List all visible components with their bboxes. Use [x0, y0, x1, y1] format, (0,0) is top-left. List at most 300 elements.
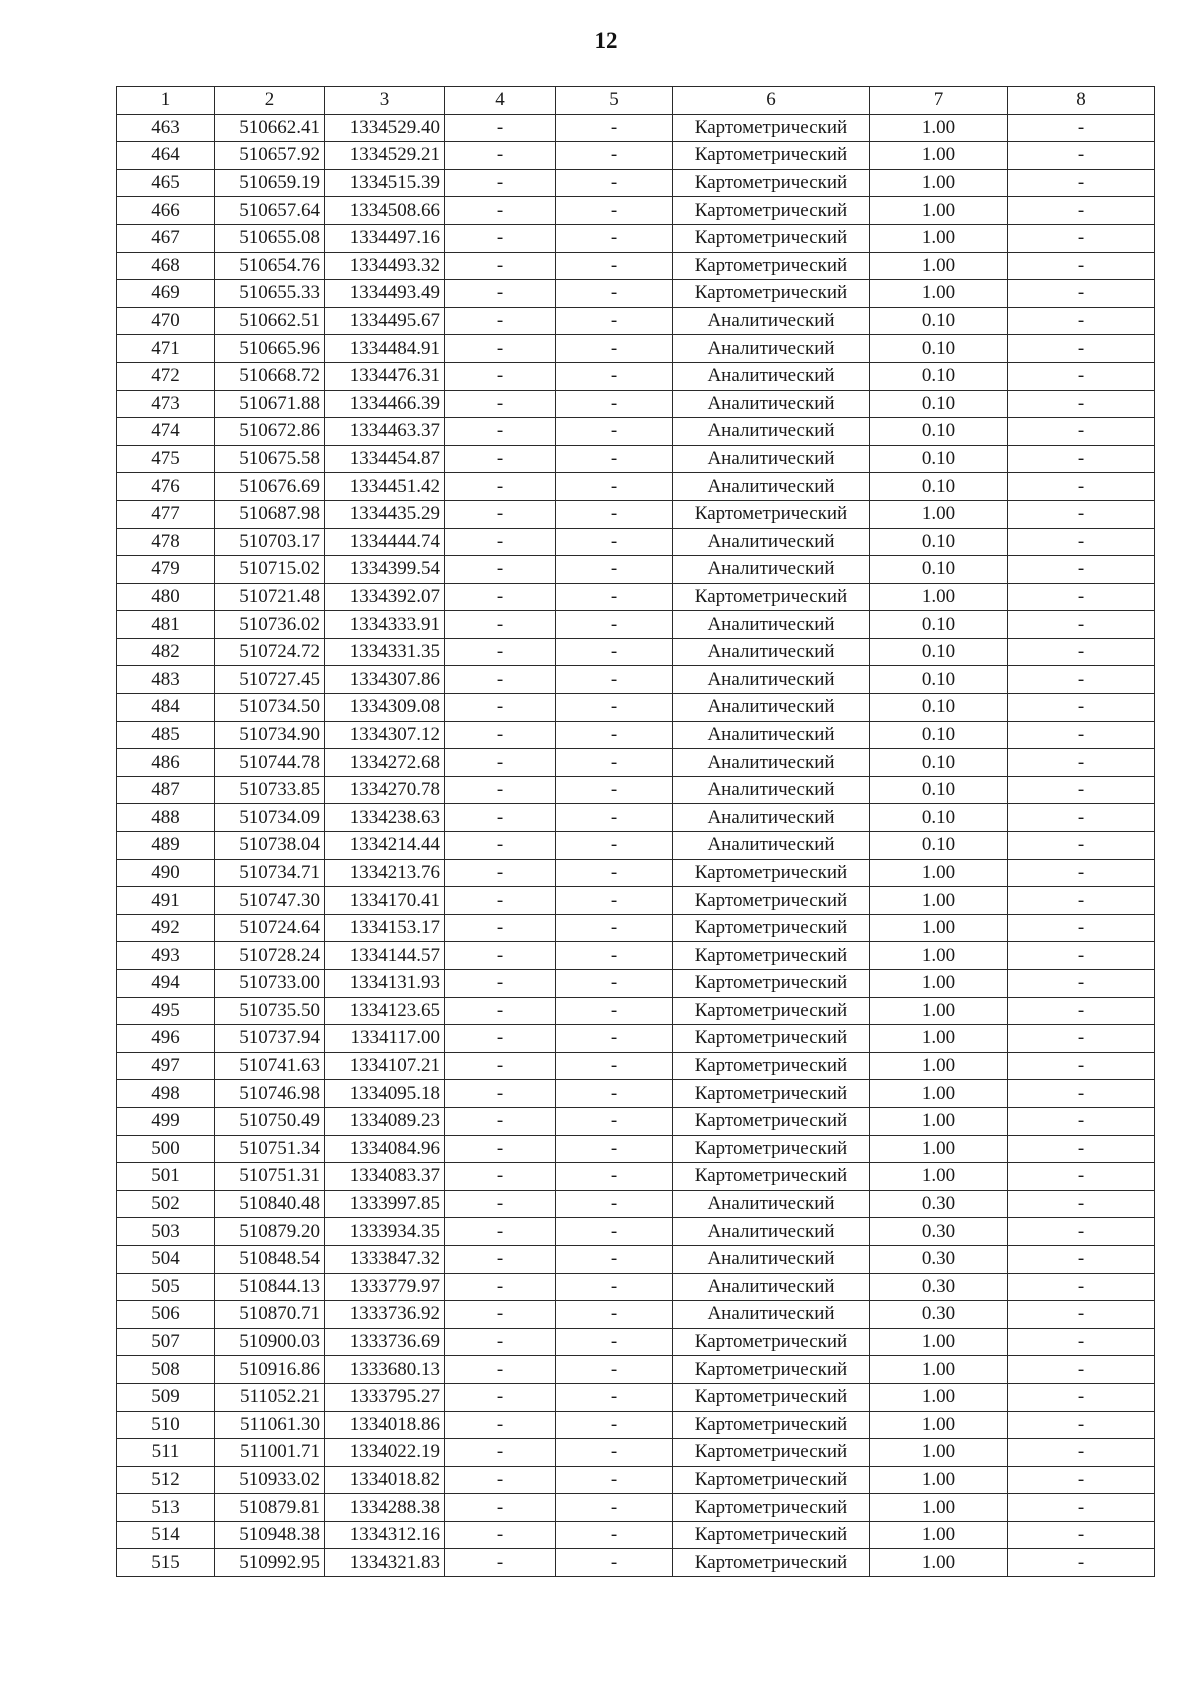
cell-col-8-value: - [1008, 1411, 1155, 1439]
cell-col-5-value: - [556, 390, 673, 418]
cell-method: Картометрический [673, 1439, 870, 1467]
table-row [117, 1107, 1155, 1135]
cell-accuracy: 1.00 [870, 1521, 1008, 1549]
cell-col-4-value: - [445, 1025, 556, 1053]
cell-method: Картометрический [673, 224, 870, 252]
cell-method: Аналитический [673, 1273, 870, 1301]
cell-method: Аналитический [673, 776, 870, 804]
table-row [117, 1301, 1155, 1329]
cell-accuracy: 1.00 [870, 280, 1008, 308]
cell-point-number: 479 [117, 556, 215, 584]
cell-x-coordinate: 510840.48 [215, 1190, 325, 1218]
table-body [117, 114, 1155, 1576]
cell-method: Картометрический [673, 970, 870, 998]
cell-col-8-value: - [1008, 473, 1155, 501]
cell-col-8-value: - [1008, 997, 1155, 1025]
table-row [117, 252, 1155, 280]
cell-col-4-value: - [445, 804, 556, 832]
cell-col-5-value: - [556, 859, 673, 887]
cell-col-4-value: - [445, 776, 556, 804]
cell-method: Картометрический [673, 887, 870, 915]
cell-x-coordinate: 510671.88 [215, 390, 325, 418]
table-row [117, 142, 1155, 170]
cell-y-coordinate: 1334144.57 [325, 942, 445, 970]
cell-y-coordinate: 1334399.54 [325, 556, 445, 584]
cell-col-4-value: - [445, 1245, 556, 1273]
cell-col-8-value: - [1008, 1328, 1155, 1356]
cell-method: Картометрический [673, 914, 870, 942]
cell-x-coordinate: 510734.09 [215, 804, 325, 832]
cell-accuracy: 0.10 [870, 473, 1008, 501]
cell-y-coordinate: 1334529.21 [325, 142, 445, 170]
cell-accuracy: 0.30 [870, 1245, 1008, 1273]
cell-col-5-value: - [556, 473, 673, 501]
cell-y-coordinate: 1333680.13 [325, 1356, 445, 1384]
cell-col-8-value: - [1008, 914, 1155, 942]
cell-y-coordinate: 1334095.18 [325, 1080, 445, 1108]
cell-x-coordinate: 510747.30 [215, 887, 325, 915]
cell-col-5-value: - [556, 638, 673, 666]
table-row [117, 1439, 1155, 1467]
cell-point-number: 513 [117, 1494, 215, 1522]
table-row [117, 169, 1155, 197]
cell-x-coordinate: 510668.72 [215, 362, 325, 390]
cell-col-8-value: - [1008, 1218, 1155, 1246]
cell-method: Картометрический [673, 1466, 870, 1494]
cell-x-coordinate: 510655.33 [215, 280, 325, 308]
cell-point-number: 474 [117, 418, 215, 446]
cell-y-coordinate: 1334214.44 [325, 832, 445, 860]
cell-col-4-value: - [445, 1273, 556, 1301]
cell-col-8-value: - [1008, 1163, 1155, 1191]
cell-point-number: 489 [117, 832, 215, 860]
cell-method: Аналитический [673, 473, 870, 501]
cell-point-number: 464 [117, 142, 215, 170]
cell-method: Картометрический [673, 1356, 870, 1384]
cell-col-5-value: - [556, 832, 673, 860]
cell-col-8-value: - [1008, 418, 1155, 446]
cell-col-8-value: - [1008, 169, 1155, 197]
cell-col-8-value: - [1008, 1301, 1155, 1329]
header-col-5: 5 [556, 87, 673, 115]
cell-accuracy: 1.00 [870, 114, 1008, 142]
cell-col-5-value: - [556, 1107, 673, 1135]
cell-method: Аналитический [673, 611, 870, 639]
cell-col-4-value: - [445, 142, 556, 170]
cell-col-5-value: - [556, 1163, 673, 1191]
cell-col-4-value: - [445, 749, 556, 777]
cell-col-4-value: - [445, 390, 556, 418]
cell-accuracy: 0.10 [870, 556, 1008, 584]
cell-x-coordinate: 510948.38 [215, 1521, 325, 1549]
cell-y-coordinate: 1334529.40 [325, 114, 445, 142]
cell-accuracy: 1.00 [870, 252, 1008, 280]
cell-accuracy: 0.30 [870, 1301, 1008, 1329]
cell-accuracy: 1.00 [870, 1107, 1008, 1135]
cell-x-coordinate: 510676.69 [215, 473, 325, 501]
cell-y-coordinate: 1334321.83 [325, 1549, 445, 1577]
cell-method: Аналитический [673, 390, 870, 418]
cell-method: Аналитический [673, 1245, 870, 1273]
cell-x-coordinate: 510992.95 [215, 1549, 325, 1577]
cell-accuracy: 1.00 [870, 197, 1008, 225]
cell-col-5-value: - [556, 997, 673, 1025]
cell-point-number: 480 [117, 583, 215, 611]
cell-col-5-value: - [556, 1356, 673, 1384]
page-number: 12 [594, 28, 618, 53]
cell-col-5-value: - [556, 914, 673, 942]
cell-col-4-value: - [445, 1080, 556, 1108]
cell-col-4-value: - [445, 307, 556, 335]
cell-x-coordinate: 510659.19 [215, 169, 325, 197]
cell-method: Аналитический [673, 362, 870, 390]
cell-col-4-value: - [445, 114, 556, 142]
cell-accuracy: 1.00 [870, 1439, 1008, 1467]
table-row [117, 914, 1155, 942]
cell-y-coordinate: 1334307.12 [325, 721, 445, 749]
cell-col-5-value: - [556, 1245, 673, 1273]
cell-point-number: 504 [117, 1245, 215, 1273]
cell-col-5-value: - [556, 721, 673, 749]
cell-col-4-value: - [445, 1163, 556, 1191]
cell-y-coordinate: 1334107.21 [325, 1052, 445, 1080]
cell-accuracy: 0.30 [870, 1218, 1008, 1246]
cell-point-number: 484 [117, 694, 215, 722]
cell-col-5-value: - [556, 1521, 673, 1549]
cell-y-coordinate: 1333795.27 [325, 1383, 445, 1411]
cell-col-8-value: - [1008, 445, 1155, 473]
table-row [117, 721, 1155, 749]
cell-col-4-value: - [445, 445, 556, 473]
cell-accuracy: 1.00 [870, 224, 1008, 252]
cell-y-coordinate: 1334309.08 [325, 694, 445, 722]
table-row [117, 1549, 1155, 1577]
cell-col-8-value: - [1008, 970, 1155, 998]
cell-x-coordinate: 510734.71 [215, 859, 325, 887]
cell-col-4-value: - [445, 914, 556, 942]
table-row [117, 197, 1155, 225]
cell-col-5-value: - [556, 197, 673, 225]
cell-col-8-value: - [1008, 1439, 1155, 1467]
cell-method: Картометрический [673, 1163, 870, 1191]
table-row [117, 473, 1155, 501]
cell-col-4-value: - [445, 500, 556, 528]
cell-col-5-value: - [556, 362, 673, 390]
cell-point-number: 471 [117, 335, 215, 363]
table-row [117, 1466, 1155, 1494]
cell-method: Аналитический [673, 556, 870, 584]
table-row [117, 1494, 1155, 1522]
cell-accuracy: 1.00 [870, 1328, 1008, 1356]
cell-col-8-value: - [1008, 307, 1155, 335]
cell-accuracy: 0.10 [870, 804, 1008, 832]
cell-col-4-value: - [445, 859, 556, 887]
cell-method: Аналитический [673, 721, 870, 749]
table-row [117, 556, 1155, 584]
cell-col-5-value: - [556, 804, 673, 832]
cell-col-8-value: - [1008, 1383, 1155, 1411]
table-row [117, 1411, 1155, 1439]
cell-col-4-value: - [445, 1549, 556, 1577]
cell-point-number: 466 [117, 197, 215, 225]
cell-x-coordinate: 510703.17 [215, 528, 325, 556]
cell-col-8-value: - [1008, 1521, 1155, 1549]
cell-method: Картометрический [673, 252, 870, 280]
cell-accuracy: 0.10 [870, 307, 1008, 335]
cell-point-number: 467 [117, 224, 215, 252]
cell-col-8-value: - [1008, 1466, 1155, 1494]
cell-method: Картометрический [673, 1328, 870, 1356]
cell-point-number: 500 [117, 1135, 215, 1163]
cell-x-coordinate: 510737.94 [215, 1025, 325, 1053]
cell-point-number: 499 [117, 1107, 215, 1135]
cell-x-coordinate: 510665.96 [215, 335, 325, 363]
cell-col-5-value: - [556, 1218, 673, 1246]
cell-method: Картометрический [673, 114, 870, 142]
cell-point-number: 511 [117, 1439, 215, 1467]
cell-y-coordinate: 1334497.16 [325, 224, 445, 252]
cell-y-coordinate: 1334333.91 [325, 611, 445, 639]
table-row [117, 1383, 1155, 1411]
cell-x-coordinate: 510657.92 [215, 142, 325, 170]
table-row [117, 611, 1155, 639]
cell-col-5-value: - [556, 611, 673, 639]
cell-col-8-value: - [1008, 583, 1155, 611]
cell-x-coordinate: 510734.90 [215, 721, 325, 749]
cell-col-8-value: - [1008, 1549, 1155, 1577]
cell-col-8-value: - [1008, 1025, 1155, 1053]
cell-point-number: 512 [117, 1466, 215, 1494]
cell-x-coordinate: 510933.02 [215, 1466, 325, 1494]
cell-method: Картометрический [673, 500, 870, 528]
cell-col-5-value: - [556, 335, 673, 363]
header-col-4: 4 [445, 87, 556, 115]
cell-accuracy: 0.10 [870, 666, 1008, 694]
cell-point-number: 476 [117, 473, 215, 501]
header-col-2: 2 [215, 87, 325, 115]
cell-x-coordinate: 510672.86 [215, 418, 325, 446]
cell-y-coordinate: 1333736.92 [325, 1301, 445, 1329]
cell-method: Картометрический [673, 859, 870, 887]
table-row [117, 418, 1155, 446]
cell-x-coordinate: 510734.50 [215, 694, 325, 722]
header-col-6: 6 [673, 87, 870, 115]
cell-method: Аналитический [673, 638, 870, 666]
cell-point-number: 496 [117, 1025, 215, 1053]
cell-y-coordinate: 1334288.38 [325, 1494, 445, 1522]
cell-col-8-value: - [1008, 694, 1155, 722]
cell-y-coordinate: 1334484.91 [325, 335, 445, 363]
cell-y-coordinate: 1334272.68 [325, 749, 445, 777]
cell-col-4-value: - [445, 611, 556, 639]
cell-y-coordinate: 1334117.00 [325, 1025, 445, 1053]
cell-col-5-value: - [556, 1025, 673, 1053]
cell-col-5-value: - [556, 445, 673, 473]
cell-accuracy: 1.00 [870, 1494, 1008, 1522]
cell-x-coordinate: 510751.31 [215, 1163, 325, 1191]
cell-y-coordinate: 1334454.87 [325, 445, 445, 473]
cell-col-5-value: - [556, 1190, 673, 1218]
cell-method: Аналитический [673, 832, 870, 860]
cell-accuracy: 1.00 [870, 169, 1008, 197]
cell-col-4-value: - [445, 528, 556, 556]
cell-col-8-value: - [1008, 721, 1155, 749]
cell-accuracy: 0.10 [870, 721, 1008, 749]
cell-y-coordinate: 1334331.35 [325, 638, 445, 666]
table-row [117, 638, 1155, 666]
cell-point-number: 487 [117, 776, 215, 804]
cell-x-coordinate: 510733.00 [215, 970, 325, 998]
cell-accuracy: 1.00 [870, 887, 1008, 915]
table-row [117, 832, 1155, 860]
cell-col-5-value: - [556, 500, 673, 528]
cell-col-8-value: - [1008, 1107, 1155, 1135]
cell-method: Картометрический [673, 280, 870, 308]
cell-col-8-value: - [1008, 528, 1155, 556]
cell-point-number: 475 [117, 445, 215, 473]
cell-y-coordinate: 1334493.32 [325, 252, 445, 280]
cell-col-4-value: - [445, 1328, 556, 1356]
cell-point-number: 514 [117, 1521, 215, 1549]
cell-col-5-value: - [556, 556, 673, 584]
cell-col-4-value: - [445, 1107, 556, 1135]
cell-x-coordinate: 511052.21 [215, 1383, 325, 1411]
cell-accuracy: 0.10 [870, 390, 1008, 418]
cell-col-8-value: - [1008, 142, 1155, 170]
cell-col-5-value: - [556, 942, 673, 970]
cell-col-5-value: - [556, 1052, 673, 1080]
cell-point-number: 490 [117, 859, 215, 887]
cell-x-coordinate: 510654.76 [215, 252, 325, 280]
table-header-row [117, 87, 1155, 115]
cell-y-coordinate: 1334435.29 [325, 500, 445, 528]
cell-method: Картометрический [673, 1549, 870, 1577]
table-row [117, 390, 1155, 418]
table-row [117, 887, 1155, 915]
cell-col-4-value: - [445, 1052, 556, 1080]
cell-method: Аналитический [673, 418, 870, 446]
cell-accuracy: 1.00 [870, 1549, 1008, 1577]
table-row [117, 970, 1155, 998]
cell-col-4-value: - [445, 1521, 556, 1549]
cell-col-5-value: - [556, 169, 673, 197]
cell-col-8-value: - [1008, 804, 1155, 832]
table-row [117, 749, 1155, 777]
cell-y-coordinate: 1334392.07 [325, 583, 445, 611]
cell-col-5-value: - [556, 224, 673, 252]
cell-method: Аналитический [673, 335, 870, 363]
cell-y-coordinate: 1334508.66 [325, 197, 445, 225]
cell-col-5-value: - [556, 583, 673, 611]
cell-col-8-value: - [1008, 1135, 1155, 1163]
cell-col-4-value: - [445, 583, 556, 611]
cell-method: Картометрический [673, 1025, 870, 1053]
cell-col-5-value: - [556, 887, 673, 915]
cell-point-number: 482 [117, 638, 215, 666]
cell-x-coordinate: 510848.54 [215, 1245, 325, 1273]
cell-col-5-value: - [556, 1411, 673, 1439]
cell-point-number: 468 [117, 252, 215, 280]
cell-col-5-value: - [556, 970, 673, 998]
cell-point-number: 486 [117, 749, 215, 777]
cell-col-8-value: - [1008, 611, 1155, 639]
cell-x-coordinate: 510751.34 [215, 1135, 325, 1163]
cell-y-coordinate: 1333736.69 [325, 1328, 445, 1356]
cell-accuracy: 0.10 [870, 694, 1008, 722]
cell-x-coordinate: 510675.58 [215, 445, 325, 473]
cell-col-5-value: - [556, 1549, 673, 1577]
cell-method: Аналитический [673, 1301, 870, 1329]
cell-col-8-value: - [1008, 252, 1155, 280]
cell-col-8-value: - [1008, 1052, 1155, 1080]
table-row [117, 114, 1155, 142]
cell-method: Картометрический [673, 142, 870, 170]
cell-method: Картометрический [673, 997, 870, 1025]
cell-col-4-value: - [445, 721, 556, 749]
table-row [117, 804, 1155, 832]
cell-accuracy: 0.10 [870, 445, 1008, 473]
table-row [117, 1052, 1155, 1080]
cell-accuracy: 0.10 [870, 611, 1008, 639]
table-row [117, 666, 1155, 694]
cell-col-4-value: - [445, 197, 556, 225]
cell-method: Картометрический [673, 1080, 870, 1108]
cell-accuracy: 1.00 [870, 1080, 1008, 1108]
cell-y-coordinate: 1334084.96 [325, 1135, 445, 1163]
cell-point-number: 495 [117, 997, 215, 1025]
cell-col-5-value: - [556, 307, 673, 335]
cell-col-4-value: - [445, 473, 556, 501]
table-row [117, 1356, 1155, 1384]
cell-y-coordinate: 1334307.86 [325, 666, 445, 694]
table-row [117, 1190, 1155, 1218]
cell-col-4-value: - [445, 1494, 556, 1522]
cell-col-5-value: - [556, 418, 673, 446]
cell-method: Аналитический [673, 1190, 870, 1218]
cell-x-coordinate: 510662.41 [215, 114, 325, 142]
cell-method: Картометрический [673, 1521, 870, 1549]
cell-point-number: 485 [117, 721, 215, 749]
cell-method: Аналитический [673, 1218, 870, 1246]
cell-accuracy: 1.00 [870, 1163, 1008, 1191]
cell-x-coordinate: 511061.30 [215, 1411, 325, 1439]
cell-method: Картометрический [673, 1494, 870, 1522]
cell-col-8-value: - [1008, 666, 1155, 694]
header-col-8: 8 [1008, 87, 1155, 115]
cell-x-coordinate: 510744.78 [215, 749, 325, 777]
cell-point-number: 492 [117, 914, 215, 942]
cell-col-4-value: - [445, 1218, 556, 1246]
cell-accuracy: 1.00 [870, 970, 1008, 998]
cell-point-number: 491 [117, 887, 215, 915]
cell-accuracy: 0.10 [870, 335, 1008, 363]
header-col-1: 1 [117, 87, 215, 115]
cell-x-coordinate: 510900.03 [215, 1328, 325, 1356]
cell-x-coordinate: 510870.71 [215, 1301, 325, 1329]
cell-accuracy: 0.10 [870, 749, 1008, 777]
cell-method: Картометрический [673, 1383, 870, 1411]
cell-point-number: 481 [117, 611, 215, 639]
cell-col-4-value: - [445, 280, 556, 308]
cell-col-5-value: - [556, 142, 673, 170]
cell-point-number: 509 [117, 1383, 215, 1411]
coordinates-table [116, 86, 1155, 1577]
cell-y-coordinate: 1334131.93 [325, 970, 445, 998]
cell-y-coordinate: 1334476.31 [325, 362, 445, 390]
table-row [117, 1080, 1155, 1108]
cell-col-5-value: - [556, 1383, 673, 1411]
cell-y-coordinate: 1334515.39 [325, 169, 445, 197]
